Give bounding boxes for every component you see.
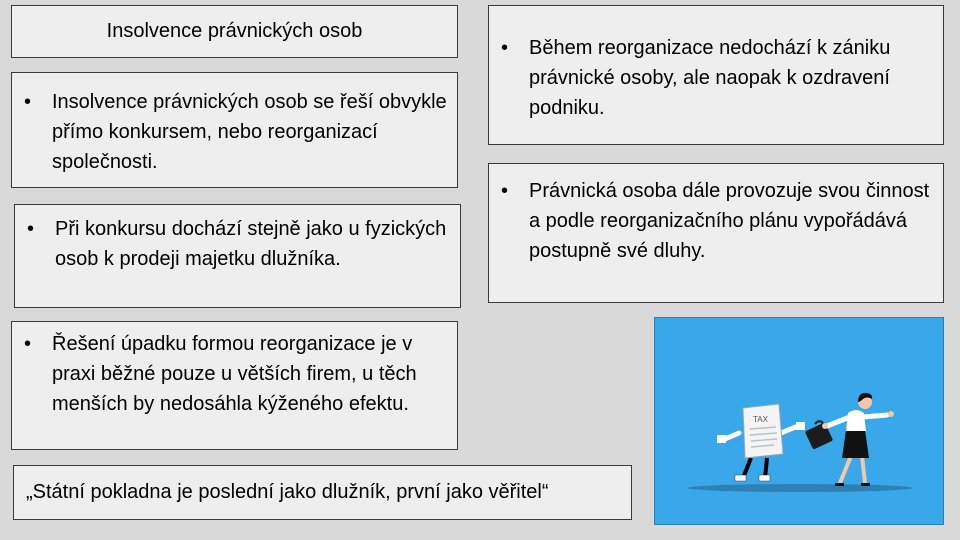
bullet-glyph: •: [24, 333, 32, 355]
slide-title-box: [11, 5, 458, 58]
bullet-text: Právnická osoba dále provozuje svou činnost a podle reorganizačního plánu vypořádává postupně své dluhy.: [529, 180, 930, 262]
bullet-box-left-3: [11, 321, 458, 450]
tax-illustration-svg: [655, 318, 943, 524]
tax-illustration: [654, 317, 944, 525]
bullet-glyph: •: [27, 218, 35, 240]
bullet-box-left-1: [11, 72, 458, 188]
bullet-box-right-1: [488, 5, 944, 145]
slide-title: Insolvence právnických osob: [106, 20, 363, 42]
businesswoman-icon: [822, 393, 894, 486]
tax-document-icon: [717, 404, 805, 481]
tax-label: TAX: [753, 415, 768, 424]
bullet-text: Insolvence právnických osob se řeší obvykle přímo konkursem, nebo reorganizací společnosti.: [52, 91, 447, 173]
quote-text: „Státní pokladna je poslední jako dlužník, první jako věřitel“: [26, 481, 549, 503]
quote-box: [13, 465, 632, 520]
ground-shadow: [688, 484, 912, 492]
bullet-glyph: •: [24, 91, 32, 113]
bullet-box-left-2: [14, 204, 461, 308]
bullet-glyph: •: [501, 180, 509, 202]
bullet-box-right-2: [488, 163, 944, 303]
bullet-text: Řešení úpadku formou reorganizace je v praxi běžné pouze u větších firem, u těch menších by nedosáhla kýženého efektu.: [52, 333, 417, 415]
bullet-text: Během reorganizace nedochází k zániku právnické osoby, ale naopak k ozdravení podniku.: [529, 37, 891, 119]
bullet-glyph: •: [501, 37, 509, 59]
bullet-text: Při konkursu dochází stejně jako u fyzických osob k prodeji majetku dlužníka.: [55, 218, 447, 270]
